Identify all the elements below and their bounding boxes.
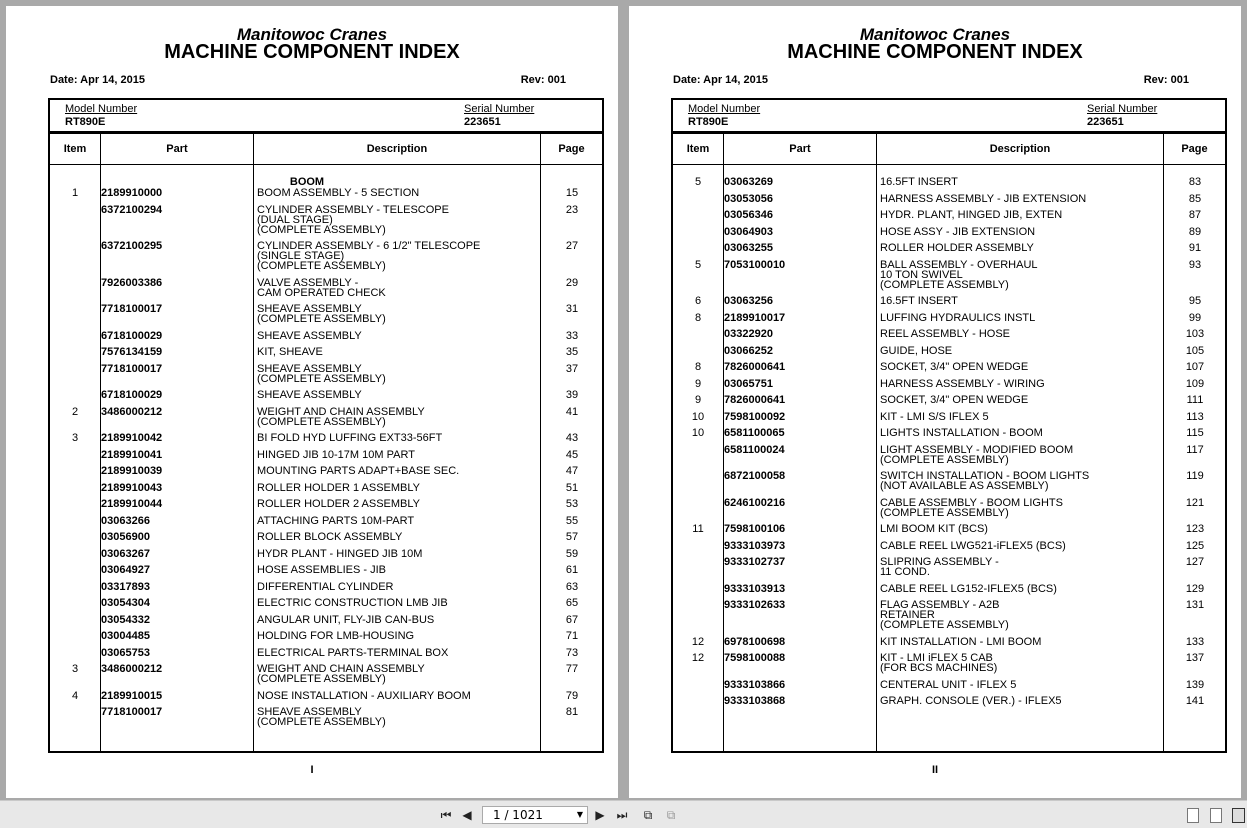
- page-reference: 107: [1185, 361, 1205, 373]
- description-line: ROLLER HOLDER 1 ASSEMBLY: [257, 481, 421, 494]
- part-description: [257, 390, 537, 400]
- part-description: [880, 541, 1160, 551]
- part-description: [880, 329, 1160, 339]
- part-number: 7826000641: [724, 361, 786, 373]
- part-number: 03054304: [101, 597, 150, 609]
- part-number: 7718100017: [101, 362, 163, 375]
- part-number: 7718100017: [101, 706, 163, 718]
- part-description: [257, 205, 537, 235]
- part-description: [257, 664, 537, 684]
- description-line: HYDR PLANT - HINGED JIB 10M: [257, 547, 423, 560]
- part-description: [257, 304, 537, 324]
- part-number: 2189910039: [101, 465, 163, 477]
- description-line: SHEAVE ASSEMBLY: [257, 389, 362, 401]
- part-description: [880, 313, 1160, 323]
- brand-title: Manitowoc Cranes: [236, 25, 388, 44]
- part-description: [257, 364, 537, 384]
- model-number-value: RT890E: [688, 116, 729, 128]
- description-line: SOCKET, 3/4" OPEN WEDGE: [880, 394, 1029, 406]
- item-number: 3: [71, 663, 79, 675]
- part-number: 6372100295: [101, 240, 163, 252]
- section-heading: BOOM: [289, 176, 325, 188]
- page-reference: 91: [1188, 242, 1202, 254]
- page-reference: 129: [1185, 582, 1205, 595]
- page-reference: 57: [565, 531, 579, 543]
- part-description: [880, 600, 1160, 630]
- part-number: 6246100216: [724, 496, 786, 509]
- page-reference: 51: [565, 481, 579, 494]
- description-line: WEIGHT AND CHAIN ASSEMBLY: [257, 663, 425, 675]
- description-line: ROLLER HOLDER ASSEMBLY: [880, 242, 1034, 254]
- description-line: (COMPLETE ASSEMBLY): [257, 415, 386, 428]
- page-reference: 113: [1186, 410, 1204, 423]
- part-number: 9333103868: [724, 695, 786, 707]
- part-number: 9333103866: [724, 678, 786, 691]
- column-header-page: Page: [1181, 143, 1208, 155]
- description-line: 11 COND.: [880, 566, 930, 578]
- page-reference: 133: [1185, 635, 1205, 648]
- description-line: (COMPLETE ASSEMBLY): [880, 453, 1009, 466]
- page-reference: 77: [565, 663, 579, 675]
- description-line: HINGED JIB 10-17M 10M PART: [257, 448, 415, 461]
- part-description: [880, 395, 1160, 405]
- description-line: KIT, SHEAVE: [257, 346, 323, 358]
- page-reference: 45: [565, 448, 579, 461]
- part-description: [257, 347, 537, 357]
- brand-title: Manitowoc Cranes: [859, 25, 1011, 44]
- description-line: LIGHT ASSEMBLY - MODIFIED BOOM: [880, 443, 1074, 456]
- chevron-down-icon: ▼: [576, 810, 583, 819]
- part-description: [880, 210, 1160, 220]
- component-table: [671, 132, 1227, 753]
- description-line: HOSE ASSY - JIB EXTENSION: [880, 225, 1036, 238]
- description-line: CABLE REEL LWG521-iFLEX5 (BCS): [880, 539, 1066, 552]
- part-description: [880, 524, 1160, 534]
- part-description: [257, 707, 537, 727]
- part-number: 6581100065: [724, 427, 785, 439]
- part-description: [880, 445, 1160, 465]
- part-number: 3486000212: [101, 663, 163, 675]
- page-reference: 119: [1186, 470, 1204, 482]
- page-reference: 35: [565, 346, 579, 358]
- description-line: (COMPLETE ASSEMBLY): [257, 223, 386, 236]
- description-line: (SINGLE STAGE): [257, 250, 345, 262]
- part-number: 03056900: [101, 531, 150, 543]
- part-number: 6718100029: [101, 329, 163, 342]
- description-line: BI FOLD HYD LUFFING EXT33-56FT: [257, 432, 443, 444]
- part-number: 7926003386: [101, 276, 163, 289]
- description-line: SHEAVE ASSEMBLY: [257, 362, 362, 375]
- part-number: 9333102737: [724, 556, 786, 568]
- description-line: ANGULAR UNIT, FLY-JIB CAN-BUS: [257, 613, 435, 626]
- model-number-label: Model Number: [65, 103, 138, 115]
- description-line: NOSE INSTALLATION - AUXILIARY BOOM: [257, 689, 471, 702]
- page-reference: 99: [1188, 311, 1202, 324]
- part-number: 03066252: [724, 344, 773, 357]
- page-reference: 123: [1185, 523, 1205, 535]
- page-reference: 53: [565, 498, 579, 510]
- part-description: [257, 278, 537, 298]
- serial-number-label: Serial Number: [464, 103, 535, 115]
- component-table: [48, 132, 604, 753]
- item-number: 2: [71, 405, 79, 418]
- model-number-label: Model Number: [688, 103, 761, 115]
- two-page-view-icon[interactable]: [1210, 808, 1222, 823]
- part-number: 2189910041: [101, 448, 163, 461]
- page-number-select[interactable]: [482, 806, 588, 824]
- page-reference: 23: [565, 203, 579, 216]
- part-description: [880, 680, 1160, 690]
- description-line: GRAPH. CONSOLE (VER.) - IFLEX5: [880, 695, 1062, 707]
- description-line: (NOT AVAILABLE AS ASSEMBLY): [880, 480, 1049, 492]
- item-number: 11: [692, 523, 704, 535]
- part-number: 9333102633: [724, 599, 786, 611]
- page-reference: 31: [565, 303, 579, 315]
- part-description: [257, 691, 537, 701]
- page-reference: 117: [1186, 443, 1204, 456]
- description-line: HARNESS ASSEMBLY - WIRING: [880, 377, 1045, 390]
- part-number: 03065751: [724, 377, 773, 390]
- previous-page-icon[interactable]: ◀: [462, 808, 472, 822]
- description-line: BOOM ASSEMBLY - 5 SECTION: [257, 187, 420, 199]
- page-number: I: [310, 764, 314, 776]
- part-description: [257, 565, 537, 575]
- description-line: (FOR BCS MACHINES): [880, 662, 998, 674]
- part-description: [880, 412, 1160, 422]
- part-number: 03064903: [724, 225, 773, 238]
- part-description: [880, 379, 1160, 389]
- description-line: (COMPLETE ASSEMBLY): [257, 260, 386, 272]
- part-number: 9333103973: [724, 539, 786, 552]
- description-line: SHEAVE ASSEMBLY: [257, 706, 362, 718]
- description-line: CABLE REEL LG152-IFLEX5 (BCS): [880, 582, 1057, 595]
- part-description: [257, 483, 537, 493]
- description-line: SHEAVE ASSEMBLY: [257, 329, 362, 342]
- page-reference: 111: [1186, 394, 1204, 406]
- column-header-part: Part: [789, 143, 811, 155]
- item-number: 9: [694, 394, 702, 406]
- part-number: 03004485: [101, 630, 150, 642]
- page-reference: 61: [565, 564, 579, 576]
- part-number: 2189910000: [101, 187, 163, 199]
- part-description: [257, 188, 537, 198]
- column-header-item: Item: [63, 143, 87, 155]
- part-description: [257, 582, 537, 592]
- column-header-page: Page: [558, 143, 585, 155]
- index-title: MACHINE COMPONENT INDEX: [787, 41, 1083, 63]
- item-number: 10: [691, 410, 705, 423]
- serial-number-value: 223651: [1087, 116, 1124, 128]
- facing-view-icon[interactable]: [1232, 808, 1245, 823]
- page-reference: 103: [1185, 328, 1205, 340]
- description-line: HOSE ASSEMBLIES - JIB: [257, 564, 386, 576]
- part-number: 6978100698: [724, 635, 786, 648]
- part-description: [880, 584, 1160, 594]
- single-page-view-icon[interactable]: [1187, 808, 1199, 823]
- model-number-value: RT890E: [65, 116, 106, 128]
- part-description: [257, 615, 537, 625]
- part-description: [880, 296, 1160, 306]
- page-indicator: 1 / 1021: [493, 808, 543, 822]
- description-line: WEIGHT AND CHAIN ASSEMBLY: [257, 405, 425, 418]
- page-reference: 125: [1185, 539, 1205, 552]
- part-number: 03053056: [724, 192, 773, 205]
- page-reference: 139: [1185, 678, 1205, 691]
- part-number: 7598100088: [724, 652, 786, 664]
- index-title: MACHINE COMPONENT INDEX: [164, 41, 460, 63]
- description-line: CENTERAL UNIT - IFLEX 5: [880, 678, 1017, 691]
- description-line: CAM OPERATED CHECK: [257, 286, 386, 299]
- part-description: [880, 362, 1160, 372]
- description-line: KIT - LMI S/S IFLEX 5: [880, 410, 989, 423]
- column-header-part: Part: [166, 143, 188, 155]
- description-line: (DUAL STAGE): [257, 213, 333, 226]
- date-label: Date: Apr 14, 2015: [673, 74, 768, 86]
- part-description: [880, 346, 1160, 356]
- page-number: II: [931, 764, 939, 776]
- description-line: 16.5FT INSERT: [880, 176, 958, 188]
- page-reference: 59: [565, 547, 579, 560]
- item-number: 8: [694, 311, 702, 324]
- part-number: 03063255: [724, 242, 773, 254]
- page-reference: 87: [1188, 209, 1202, 221]
- part-number: 7576134159: [101, 346, 163, 358]
- item-number: 10: [691, 427, 705, 439]
- page-reference: 71: [565, 630, 579, 642]
- description-line: DIFFERENTIAL CYLINDER: [257, 580, 394, 593]
- part-number: 7718100017: [101, 303, 163, 315]
- page-reference: 79: [565, 689, 579, 702]
- description-line: ROLLER BLOCK ASSEMBLY: [257, 531, 403, 543]
- part-description: [257, 516, 537, 526]
- page-reference: 63: [565, 580, 579, 593]
- description-line: VALVE ASSEMBLY -: [257, 276, 359, 289]
- description-line: (COMPLETE ASSEMBLY): [880, 619, 1009, 631]
- description-line: ELECTRIC CONSTRUCTION LMB JIB: [257, 597, 448, 609]
- page-reference: 73: [565, 646, 579, 659]
- description-line: 10 TON SWIVEL: [880, 268, 963, 281]
- description-line: (COMPLETE ASSEMBLY): [257, 716, 386, 728]
- part-number: 03063269: [724, 176, 773, 188]
- viewer-toolbar: [0, 800, 1247, 828]
- page-reference: 55: [565, 514, 579, 527]
- next-page-icon[interactable]: ▶: [595, 808, 605, 822]
- description-line: MOUNTING PARTS ADAPT+BASE SEC.: [257, 465, 460, 477]
- last-page-icon[interactable]: ⏭: [616, 808, 628, 822]
- item-number: 9: [694, 377, 702, 390]
- part-description: [257, 499, 537, 509]
- description-line: SOCKET, 3/4" OPEN WEDGE: [880, 361, 1029, 373]
- page-reference: 83: [1188, 176, 1202, 188]
- part-number: 03064927: [101, 564, 150, 576]
- part-description: [880, 243, 1160, 253]
- page-reference: 39: [565, 389, 579, 401]
- item-number: 6: [694, 295, 702, 307]
- part-description: [257, 433, 537, 443]
- part-description: [257, 532, 537, 542]
- part-number: 7598100106: [724, 523, 786, 535]
- part-description: [880, 428, 1160, 438]
- continuous-view-icon[interactable]: ⧉: [666, 808, 676, 822]
- item-number: 8: [694, 361, 702, 373]
- description-line: ELECTRICAL PARTS-TERMINAL BOX: [257, 646, 449, 659]
- part-description: [880, 227, 1160, 237]
- part-description: [257, 648, 537, 658]
- description-line: HYDR. PLANT, HINGED JIB, EXTEN: [880, 209, 1063, 221]
- description-line: LUFFING HYDRAULICS INSTL: [880, 311, 1036, 324]
- part-number: 9333103913: [724, 582, 786, 595]
- description-line: 16.5FT INSERT: [880, 295, 958, 307]
- page-reference: 27: [565, 240, 579, 252]
- page-reference: 41: [565, 405, 579, 418]
- page-reference: 93: [1188, 258, 1202, 271]
- description-line: CABLE ASSEMBLY - BOOM LIGHTS: [880, 496, 1063, 509]
- page-reference: 95: [1188, 295, 1202, 307]
- part-number: 03065753: [101, 646, 150, 659]
- page-reference: 81: [565, 706, 579, 718]
- part-number: 03317893: [101, 580, 150, 593]
- column-header-description: Description: [989, 143, 1051, 155]
- part-number: 2189910017: [724, 311, 786, 324]
- description-line: SLIPRING ASSEMBLY -: [880, 556, 999, 568]
- rotate-view-icon[interactable]: ⧉: [643, 808, 653, 822]
- part-number: 2189910042: [101, 432, 163, 444]
- part-description: [257, 549, 537, 559]
- description-line: ATTACHING PARTS 10M-PART: [257, 514, 415, 527]
- part-description: [880, 696, 1160, 706]
- part-description: [880, 177, 1160, 187]
- part-number: 6372100294: [101, 203, 163, 216]
- page-reference: 121: [1185, 496, 1205, 509]
- part-description: [880, 498, 1160, 518]
- item-number: 3: [71, 432, 79, 444]
- page-reference: 33: [565, 329, 579, 342]
- page-reference: 65: [565, 597, 579, 609]
- page-reference: 37: [565, 362, 579, 375]
- description-line: HOLDING FOR LMB-HOUSING: [257, 630, 415, 642]
- description-line: KIT - LMI iFLEX 5 CAB: [880, 652, 993, 664]
- description-line: HARNESS ASSEMBLY - JIB EXTENSION: [880, 192, 1087, 205]
- part-description: [257, 241, 537, 271]
- page-reference: 47: [565, 465, 579, 477]
- page-reference: 105: [1185, 344, 1205, 357]
- item-number: 1: [71, 187, 79, 199]
- page-reference: 141: [1185, 695, 1205, 707]
- page-left: [6, 6, 618, 798]
- item-number: 4: [71, 689, 79, 702]
- model-serial-box: [671, 98, 1227, 133]
- part-description: [880, 471, 1160, 491]
- item-number: 12: [691, 635, 705, 648]
- part-number: 6872100058: [724, 470, 786, 482]
- part-number: 3486000212: [101, 405, 163, 418]
- description-line: REEL ASSEMBLY - HOSE: [880, 328, 1011, 340]
- part-number: 03063256: [724, 295, 773, 307]
- part-description: [880, 637, 1160, 647]
- page-reference: 85: [1188, 192, 1202, 205]
- part-description: [257, 450, 537, 460]
- part-number: 2189910044: [101, 498, 163, 510]
- description-line: FLAG ASSEMBLY - A2B: [880, 599, 1000, 611]
- description-line: LMI BOOM KIT (BCS): [880, 523, 988, 535]
- serial-number-label: Serial Number: [1087, 103, 1158, 115]
- part-number: 6581100024: [724, 443, 785, 456]
- part-number: 03063267: [101, 547, 150, 560]
- page-reference: 89: [1188, 225, 1202, 238]
- description-line: GUIDE, HOSE: [880, 344, 953, 357]
- part-number: 03056346: [724, 209, 773, 221]
- description-line: LIGHTS INSTALLATION - BOOM: [880, 427, 1043, 439]
- part-number: 6718100029: [101, 389, 163, 401]
- description-line: (COMPLETE ASSEMBLY): [257, 372, 386, 385]
- page-right: [629, 6, 1241, 798]
- description-line: CYLINDER ASSEMBLY - 6 1/2" TELESCOPE: [257, 240, 481, 252]
- page-reference: 67: [565, 613, 579, 626]
- column-header-item: Item: [686, 143, 710, 155]
- part-number: 2189910015: [101, 689, 163, 702]
- description-line: SWITCH INSTALLATION - BOOM LIGHTS: [880, 470, 1090, 482]
- part-description: [880, 194, 1160, 204]
- page-reference: 127: [1185, 556, 1205, 568]
- description-line: (COMPLETE ASSEMBLY): [880, 506, 1009, 519]
- part-description: [880, 653, 1160, 673]
- revision-label: Rev: 001: [1143, 74, 1189, 86]
- page-reference: 131: [1185, 599, 1205, 611]
- model-serial-box: [48, 98, 604, 133]
- description-line: SHEAVE ASSEMBLY: [257, 303, 362, 315]
- part-description: [880, 557, 1160, 577]
- first-page-icon[interactable]: ⏮: [440, 808, 452, 822]
- part-number: 7598100092: [724, 410, 786, 423]
- part-number: 03322920: [724, 328, 773, 340]
- description-line: (COMPLETE ASSEMBLY): [257, 313, 386, 325]
- description-line: (COMPLETE ASSEMBLY): [880, 278, 1009, 291]
- description-line: BALL ASSEMBLY - OVERHAUL: [880, 258, 1038, 271]
- description-line: CYLINDER ASSEMBLY - TELESCOPE: [257, 203, 449, 216]
- description-line: RETAINER: [880, 609, 935, 621]
- date-label: Date: Apr 14, 2015: [50, 74, 145, 86]
- part-description: [257, 331, 537, 341]
- item-number: 5: [694, 258, 702, 271]
- part-description: [880, 260, 1160, 290]
- description-line: (COMPLETE ASSEMBLY): [257, 673, 386, 685]
- page-reference: 29: [565, 276, 579, 289]
- part-number: 7826000641: [724, 394, 786, 406]
- page-reference: 109: [1185, 377, 1205, 390]
- serial-number-value: 223651: [464, 116, 501, 128]
- item-number: 5: [694, 176, 702, 188]
- revision-label: Rev: 001: [520, 74, 566, 86]
- description-line: KIT INSTALLATION - LMI BOOM: [880, 635, 1042, 648]
- part-description: [257, 407, 537, 427]
- part-number: 03054332: [101, 613, 150, 626]
- part-description: [257, 631, 537, 641]
- part-description: [257, 598, 537, 608]
- page-reference: 115: [1186, 427, 1204, 439]
- page-reference: 15: [565, 187, 579, 199]
- part-number: 7053100010: [724, 258, 786, 271]
- part-number: 03063266: [101, 514, 150, 527]
- description-line: ROLLER HOLDER 2 ASSEMBLY: [257, 498, 421, 510]
- item-number: 12: [691, 652, 705, 664]
- part-description: [257, 466, 537, 476]
- page-reference: 43: [565, 432, 579, 444]
- column-header-description: Description: [366, 143, 428, 155]
- part-number: 2189910043: [101, 481, 163, 494]
- page-reference: 137: [1185, 652, 1205, 664]
